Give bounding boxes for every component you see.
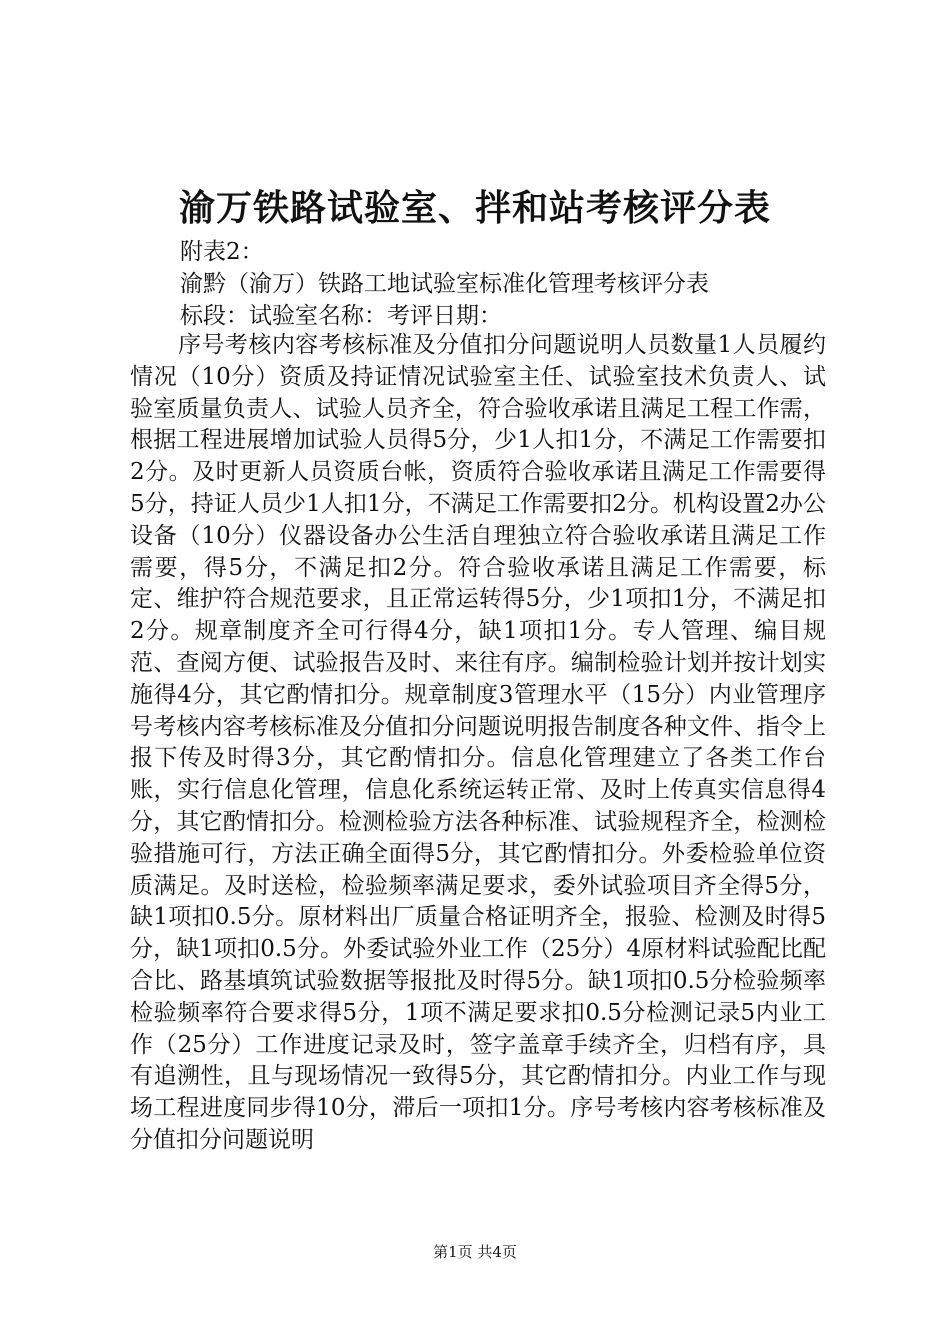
body-paragraph: 序号考核内容考核标准及分值扣分问题说明人员数量1人员履约情况（10分）资质及持证情况试验室主任、试验室技术负责人、试验室质量负责人、试验人员齐全，符合验收承诺且满足工程工作需，根据工程进展增加试验人员得5分，少1人扣1分，不满足工作需要扣2分。及时更新人员资质台帐，资质符合验收承诺且满足工作需要得5分，持证人员少1人扣1分，不满足工作需要扣2分。机构设置2办公设备（10分）仪器设备办公生活自理独立符合验收承诺且满足工作需要，得5分，不满足扣2分。符合验收承诺且满足工作需要，标定、维护符合规范要求，且正常运转得5分，少1项扣1分，不满足扣2分。规章制度齐全可行得4分，缺1项扣1分。专人管理、编目规范、查阅方便、试验报告及时、来往有序。编制检验计划并按计划实施得4分，其它酌情扣分。规章制度3管理水平（15分）内业管理序号考核内容考核标准及分值扣分问题说明报告制度各种文件、指令上报下传及时得3分，其它酌情扣分。信息化管理建立了各类工作台账，实行信息化管理，信息化系统运转正常、及时上传真实信息得4分，其它酌情扣分。检测检验方法各种标准、试验规程齐全，检测检验措施可行，方法正确全面得5分，其它酌情扣分。外委检验单位资质满足。及时送检，检验频率满足要求，委外试验项目齐全得5分，缺1项扣0.5分。原材料出厂质量合格证明齐全，报验、检测及时得5分，缺1项扣0.5分。外委试验外业工作（25分）4原材料试验配比配合比、路基填筑试验数据等报批及时得5分。缺1项扣0.5分检验频率检验频率符合要求得5分，1项不满足要求扣0.5分检测记录5内业工作（25分）工作进度记录及时，签字盖章手续齐全，归档有序，具有追溯性，且与现场情况一致得5分，其它酌情扣分。内业工作与现场工程进度同步得10分，滞后一项扣1分。序号考核内容考核标准及分值扣分问题说明 <box>130 332 826 1153</box>
page-indicator: 第1页 共4页 <box>433 1243 517 1261</box>
document-subtitle: 渝黔（渝万）铁路工地试验室标准化管理考核评分表 <box>180 271 709 297</box>
document-title: 渝万铁路试验室、拌和站考核评分表 <box>178 187 771 229</box>
header-fields: 标段：试验室名称：考评日期： <box>180 303 502 329</box>
appendix-label: 附表2： <box>180 239 264 265</box>
